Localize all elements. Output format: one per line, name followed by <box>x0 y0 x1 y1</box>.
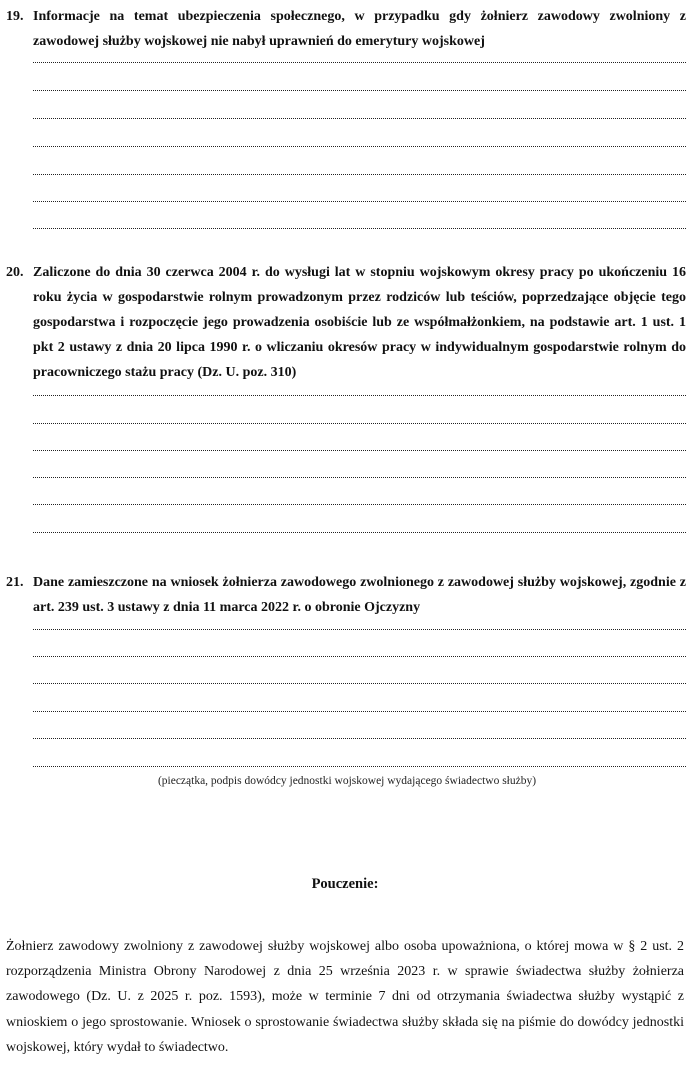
fill-line[interactable] <box>33 62 686 63</box>
signature-caption <box>0 774 690 788</box>
section-19-heading: Informacje na temat ubezpieczenia społecznego, w przypadku gdy żołnierz zawodowy zwolniony z zawodowej służby wojskowej nie nabył uprawnień do emerytury wojskowej <box>33 9 686 49</box>
fill-line[interactable] <box>33 766 686 767</box>
fill-line[interactable] <box>33 395 686 396</box>
section-21 <box>6 570 686 775</box>
fill-line[interactable] <box>33 711 686 712</box>
fill-line[interactable] <box>33 118 686 119</box>
fill-line[interactable] <box>33 146 686 147</box>
section-20 <box>6 260 686 540</box>
fill-line[interactable] <box>33 228 686 229</box>
fill-line[interactable] <box>33 90 686 91</box>
pouczenie-text: Żołnierz zawodowy zwolniony z zawodowej służby wojskowej albo osoba upoważniona, o której mowa w § 2 ust. 2 rozporządzenia Ministra Obrony Narodowej z dnia 25 września 2023 r. w sprawie świadectwa służby żołnierza zawodowego (Dz. U. z 2025 r. poz. 1593), może w terminie 7 dni od otrzymania świadectwa służby wystąpić z wnioskiem o jego sprostowanie. Wniosek o sprostowanie świadectwa służby składa się na piśmie do dowódcy jednostki wojskowej, który wydał to świadectwo. <box>6 939 684 1055</box>
fill-line[interactable] <box>33 656 686 657</box>
section-20-heading: Zaliczone do dnia 30 czerwca 2004 r. do wysługi lat w stopniu wojskowym okresy pracy po ukończeniu 16 roku życia w gospodarstwie rolnym prowadzonym przez rodziców lub teściów, poprzedzające objęcie tego gospodarstwa i rozpoczęcie jego prowadzenia osobiście lub ze współmałżonkiem, na podstawie art. 1 ust. 1 pkt 2 ustawy z dnia 20 lipca 1990 r. o wliczaniu okresów pracy w indywidualnym gospodarstwie rolnym do pracowniczego stażu pracy (Dz. U. poz. 310) <box>33 265 686 380</box>
fill-line[interactable] <box>33 532 686 533</box>
pouczenie-title: Pouczenie: <box>311 876 379 892</box>
fill-line[interactable] <box>33 738 686 739</box>
fill-line[interactable] <box>33 477 686 478</box>
signature-caption-text: (pieczątka, podpis dowódcy jednostki wojskowej wydającego świadectwo służby) <box>157 775 537 787</box>
fill-line[interactable] <box>33 450 686 451</box>
section-21-number: 21. <box>6 575 24 590</box>
fill-line[interactable] <box>33 174 686 175</box>
section-20-number: 20. <box>6 265 24 280</box>
fill-line[interactable] <box>33 629 686 630</box>
fill-line[interactable] <box>33 683 686 684</box>
section-21-heading: Dane zamieszczone na wniosek żołnierza zawodowego zwolnionego z zawodowej służby wojskowej, zgodnie z art. 239 ust. 3 ustawy z dnia 11 marca 2022 r. o obronie Ojczyzny <box>33 575 686 615</box>
fill-line[interactable] <box>33 504 686 505</box>
section-19 <box>6 4 686 234</box>
fill-line[interactable] <box>33 423 686 424</box>
section-19-number: 19. <box>6 9 24 24</box>
fill-line[interactable] <box>33 201 686 202</box>
